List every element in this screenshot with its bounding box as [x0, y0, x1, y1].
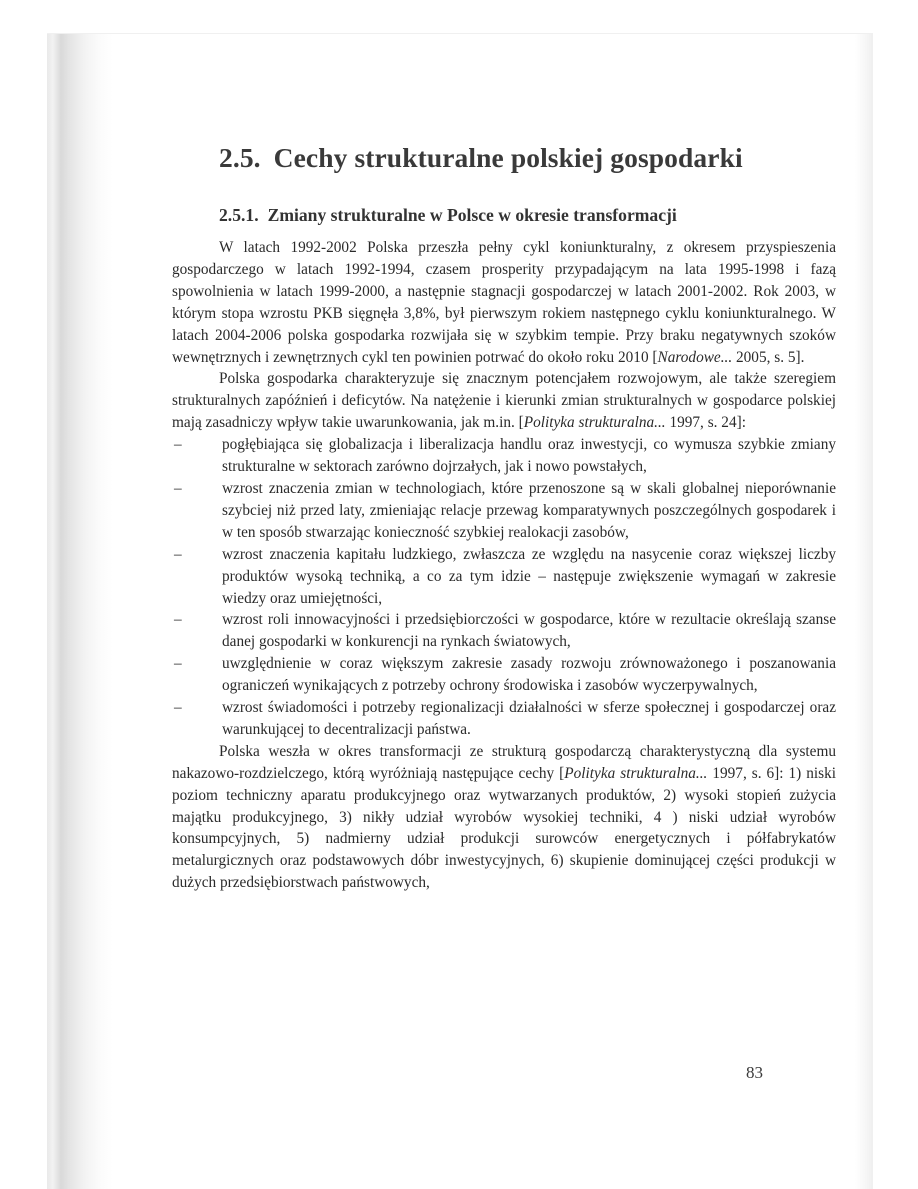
- list-item-text: pogłębiająca się globalizacja i liberalizacja handlu oraz inwestycji, co wymusza szybkie zmiany strukturalne w sektorach zarówno dojrzałych, jak i nowo powstałych,: [222, 436, 836, 476]
- body-text: [172, 237, 836, 894]
- paragraph-text: Polska weszła w okres transformacji ze strukturą gospodarczą charakterystyczną dla systemu nakazowo-rozdzielczego, którą wyróżniają następujące cechy [: [172, 742, 836, 782]
- dash-bullet-icon: –: [174, 655, 182, 673]
- list-item: [172, 653, 836, 697]
- dash-bullet-icon: –: [174, 436, 182, 454]
- paragraph-3: [172, 741, 836, 894]
- scanned-page: [47, 33, 873, 1189]
- conditions-list: [172, 434, 836, 741]
- dash-bullet-icon: –: [174, 699, 182, 717]
- list-item-text: wzrost roli innowacyjności i przedsiębiorczości w gospodarce, które w rezultacie określają szanse danej gospodarki w konkurencji na rynkach światowych,: [222, 611, 836, 651]
- paragraph-text: 2005, s. 5].: [732, 348, 805, 366]
- list-item: [172, 697, 836, 741]
- list-item: [172, 544, 836, 610]
- list-item: [172, 434, 836, 478]
- list-item-text: wzrost znaczenia kapitału ludzkiego, zwłaszcza ze względu na nasycenie coraz większej liczby produktów wysoką techniką, a co za tym idzie – następuje zwiększenie wymagań w zakresie wiedzy oraz umiejętności,: [222, 545, 836, 607]
- paragraph-text: 1997, s. 24]:: [665, 414, 746, 432]
- citation: Polityka strukturalna...: [564, 764, 708, 782]
- list-item: [172, 609, 836, 653]
- list-item-text: wzrost świadomości i potrzeby regionalizacji działalności w sferze społecznej i gospodarczej oraz warunkującej to decentralizacji państwa.: [222, 699, 836, 738]
- citation: Narodowe...: [657, 348, 733, 366]
- list-item: [172, 478, 836, 544]
- dash-bullet-icon: –: [174, 479, 182, 497]
- list-item-text: uwzględnienie w coraz większym zakresie zasady rozwoju zrównoważonego i poszanowania ograniczeń wynikających z potrzeby ochrony środowiska i zasobów wyczerpywalnych,: [222, 655, 836, 695]
- paragraph-text: 1997, s. 6]: 1) niski poziom techniczny aparatu produkcyjnego oraz wytwarzanych produktów, 2) wysoki stopień zużycia majątku produkcyjnego, 3) nikły udział wyrobów wysokiej techniki, 4 ) niski udział wyrobów konsumpcyjnych, 5) nadmierny udział produkcji surowców energetycznych i półfabrykatów metalurgicznych oraz podstawowych dóbr inwestycyjnych, 6) skupienie dominującej części produkcji w dużych przedsiębiorstwach państwowych,: [172, 764, 836, 892]
- section-title: Cechy strukturalne polskiej gospodarki: [273, 142, 743, 173]
- section-heading: [219, 142, 743, 174]
- page-number: 83: [746, 1063, 763, 1082]
- section-number: 2.5.: [219, 142, 261, 173]
- list-item-text: wzrost znaczenia zmian w technologiach, które przenoszone są w skali globalnej nieporównanie szybciej niż przed laty, zmieniając relacje przewag komparatywnych poszczególnych gospodarek i w ten sposób stwarzając konieczność szybkiej realokacji zasobów,: [222, 479, 836, 541]
- dash-bullet-icon: –: [174, 545, 182, 563]
- paragraph-text: Polska gospodarka charakteryzuje się znacznym potencjałem rozwojowym, ale także szeregiem strukturalnych zapóźnień i deficytów. Na natężenie i kierunki zmian strukturalnych w gospodarce polskiej mają zasadniczy wpływ takie uwarunkowania, jak m.in. [: [172, 370, 836, 432]
- paragraph-1: [172, 237, 836, 368]
- paragraph-text: W latach 1992-2002 Polska przeszła pełny cykl koniunkturalny, z okresem przyspieszenia gospodarczego w latach 1992-1994, czasem prosperity przypadającym na lata 1995-1998 i fazą spowolnienia w latach 1999-2000, a następnie stagnacji gospodarczej w latach 2001-2002. Rok 2003, w którym stopa wzrostu PKB sięgnęła 3,8%, był pierwszym rokiem następnego cyklu koniunkturalnego. W latach 2004-2006 polska gospodarka rozwijała się w szybkim tempie. Przy braku negatywnych szoków wewnętrznych i zewnętrznych cykl ten powinien potrwać do około roku 2010 [: [172, 239, 836, 366]
- paragraph-2: [172, 368, 836, 434]
- dash-bullet-icon: –: [174, 611, 182, 629]
- subsection-heading: [219, 205, 677, 226]
- citation: Polityka strukturalna...: [523, 414, 666, 432]
- subsection-title: Zmiany strukturalne w Polsce w okresie transformacji: [267, 205, 677, 225]
- subsection-number: 2.5.1.: [219, 205, 259, 225]
